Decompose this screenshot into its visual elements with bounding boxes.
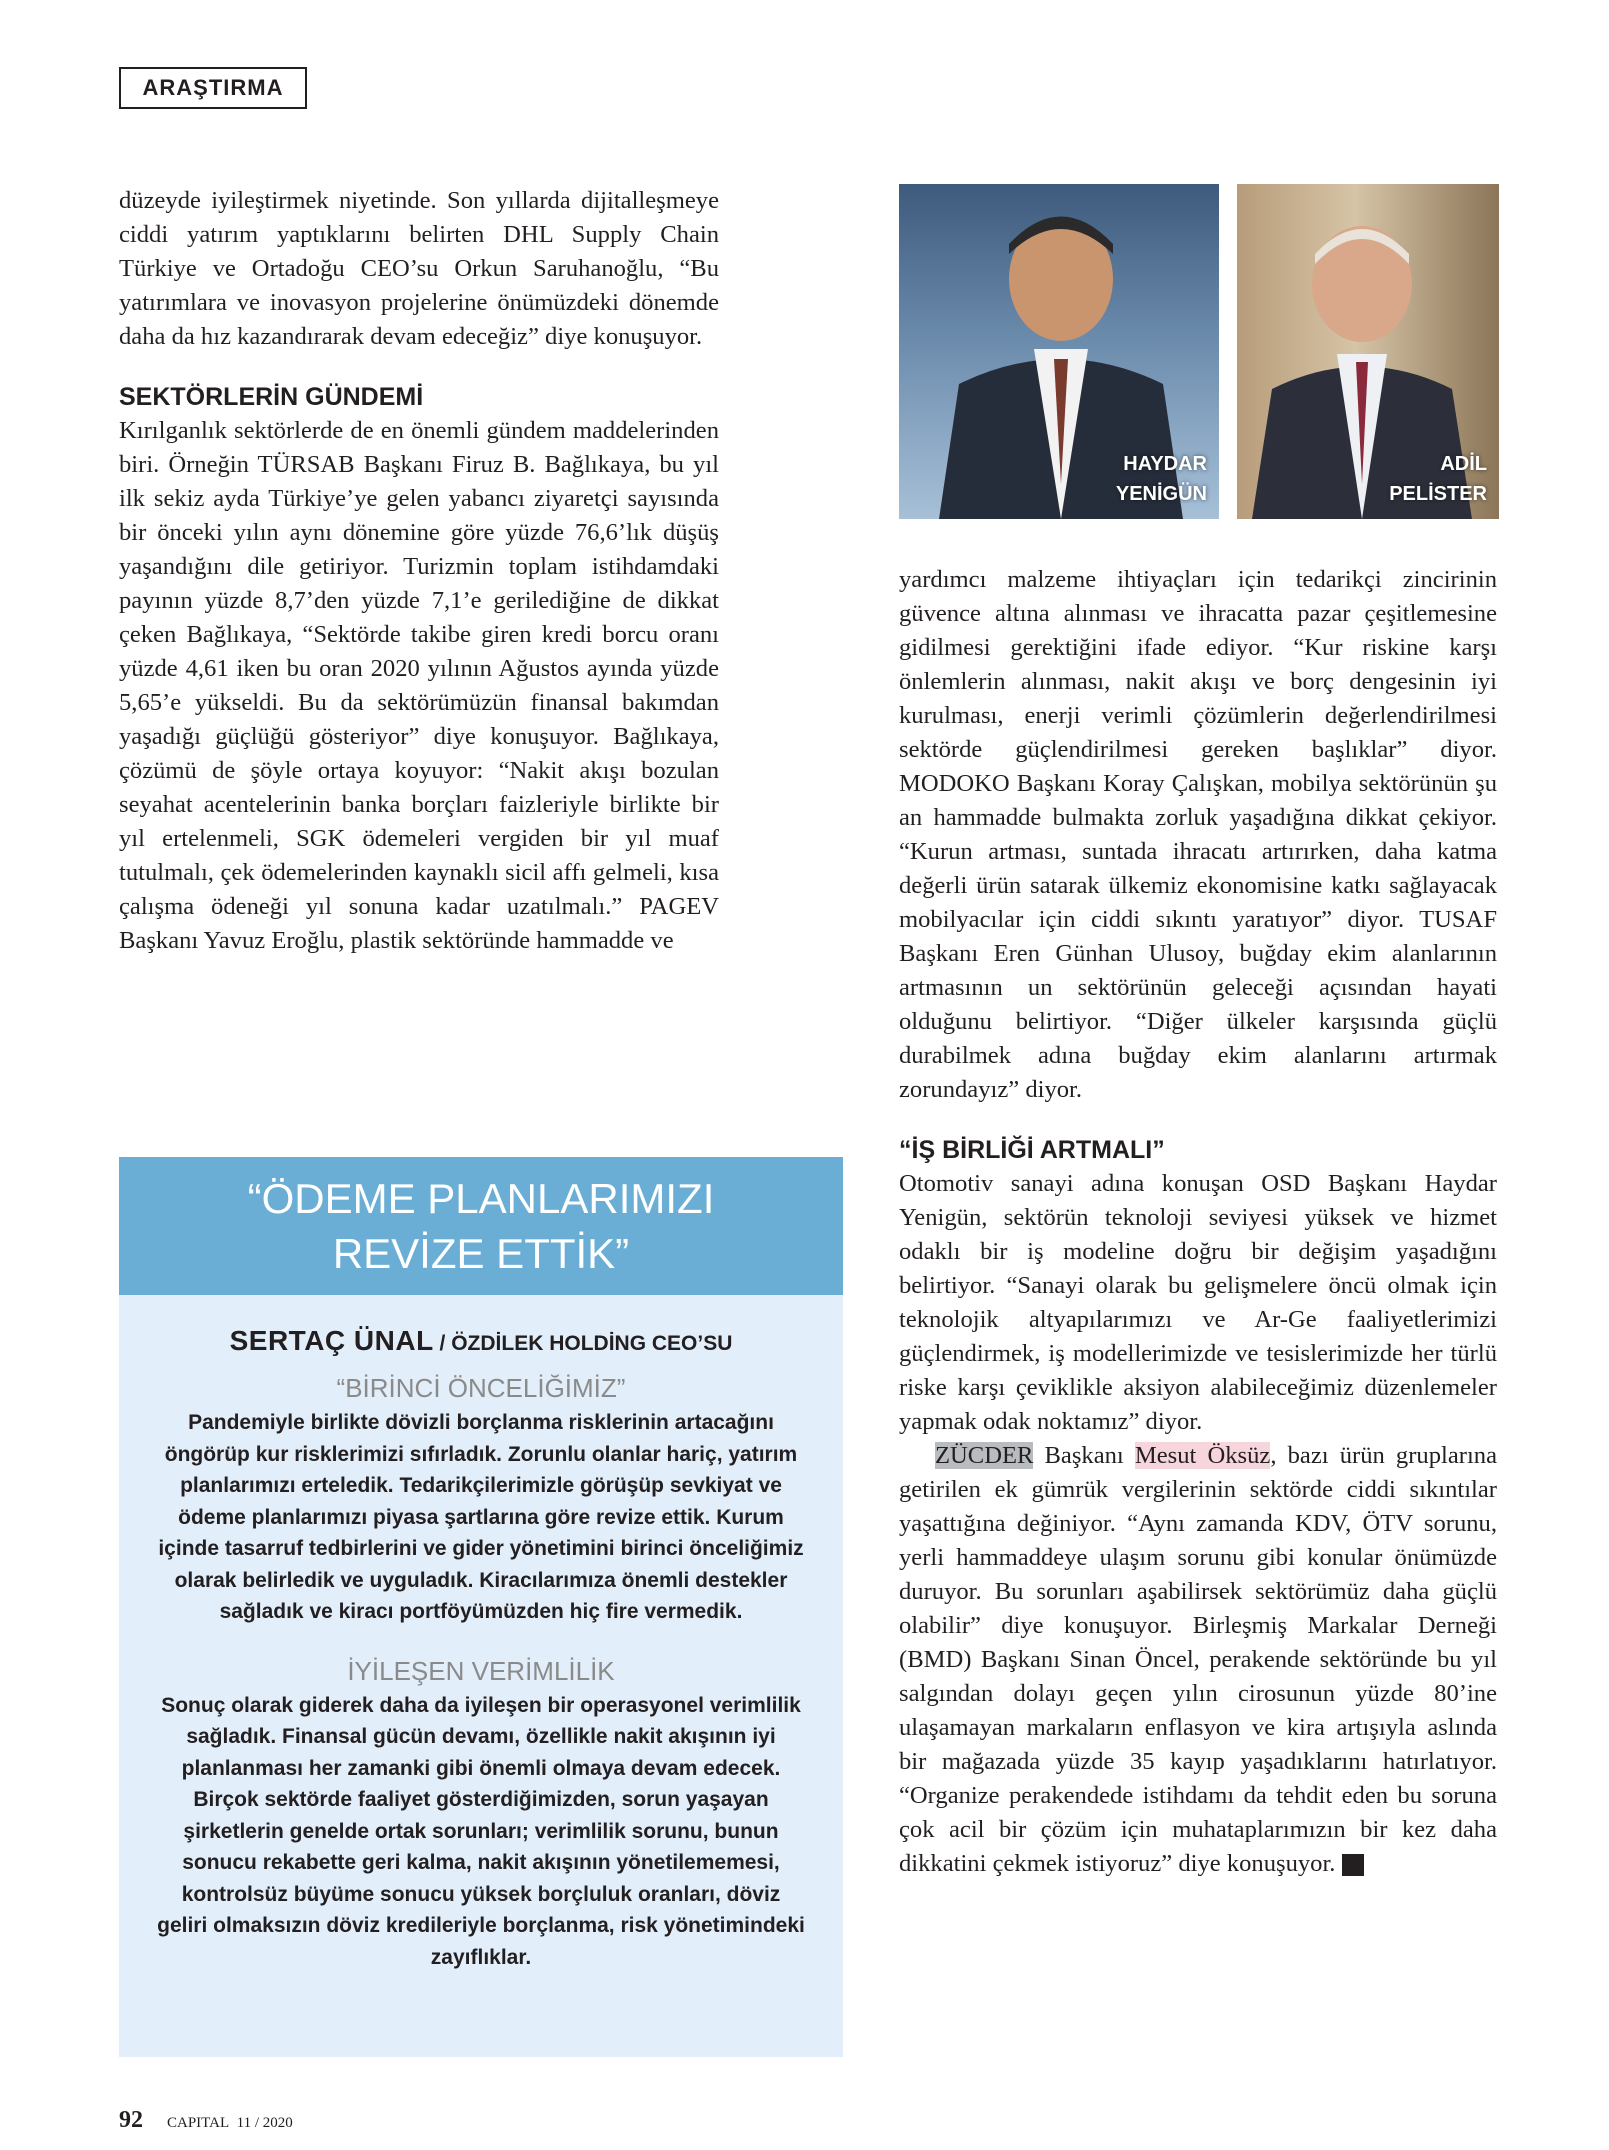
end-mark-icon: C xyxy=(1342,1854,1364,1876)
sidebar-title-line: “ÖDEME PLANLARIMIZI xyxy=(247,1175,715,1222)
subheading: “İŞ BİRLİĞİ ARTMALI” xyxy=(899,1136,1165,1164)
caption-line: YENİGÜN xyxy=(1115,483,1207,505)
sidebar-title xyxy=(119,1157,843,1295)
photo-adil-pelister xyxy=(1237,184,1499,519)
sidebar-person xyxy=(119,1325,843,1357)
person-name: SERTAÇ ÜNAL xyxy=(229,1325,434,1356)
right-column xyxy=(899,563,1497,1881)
page-footer xyxy=(119,2107,293,2134)
text-run: , bazı ürün gruplarına getirilen ek gümrük vergilerinin sektörde ciddi sıkıntılar yaşattığına değiniyor. “Aynı zamanda KDV, ÖTV sorunu, yerli hammaddeye ulaşım sorunu gibi konular önümüzde duruyor. Bu sorunları aşabilirsek sektörümüz daha güçlü olabilir” diye konuşuyor. Birleşmiş Markalar Derneği (BMD) Başkanı Sinan Öncel, perakende sektöründe bu yıl salgından dolayı geçen yılın cirosunun yüzde 80’ine ulaşamayan markaların enflasyon ve kira artışıyla aslında bir mağazada yüzde 35 kayıp yaşadıklarını hatırlatıyor. “Organize perakendede istihdamı da tehdit eden bu soruna çok acil bir çözüm için muhataplarımızın bir kez daha dikkatini çekmek istiyoruz” diye konuşuyor. xyxy=(899,1442,1497,1877)
highlight-org: ZÜCDER xyxy=(935,1442,1034,1469)
sidebar-text: Sonuç olarak giderek daha da iyileşen bir operasyonel verimlilik sağladık. Finansal gücün devamı, özellikle nakit akışının iyi planlanması her zamanki gibi önemli olmaya devam edecek. Birçok sektörde faaliyet gösterdiğimizden, sorun yaşayan şirketlerin genelde ortak sorunları; verimlilik sorunu, bunun sonucu rekabette geri kalma, nakit akışının yönetilememesi, kontrolsüz büyüme sonucu yüksek borçluluk oranları, döviz geliri olmaksızın döviz kredileriyle borçlanma, risk yönetimindeki zayıflıklar. xyxy=(157,1693,805,1969)
paragraph: Otomotiv sanayi adına konuşan OSD Başkanı Haydar Yenigün, sektörün teknoloji seviyesi yüksek ve hizmet odaklı bir iş modeline doğru bir değişim yaşadığını belirtiyor. “Sanayi olarak bu gelişmelere öncü olmak için teknolojik altyapılarımızı ve Ar-Ge faaliyetlerimizi güçlendirmek, iş modellerimizde ve tesislerimizde her türlü riske karşı çeviklikle aksiyon alabileceğimiz düzenlemeler yapmak odak noktamız” diyor. xyxy=(899,1170,1497,1435)
photo-haydar-yenigun xyxy=(899,184,1219,519)
caption-line: PELİSTER xyxy=(1389,483,1487,505)
subheading: SEKTÖRLERİN GÜNDEMİ xyxy=(119,383,424,411)
magazine-name xyxy=(167,2115,293,2132)
caption-line: ADİL xyxy=(1440,453,1487,475)
sidebar-subtitle: İYİLEŞEN VERİMLİLİK xyxy=(347,1655,615,1686)
paragraph: düzeyde iyileştirmek niyetinde. Son yıllarda dijitalleşmeye ciddi yatırım yaptıklarını belirten DHL Supply Chain Türkiye ve Ortadoğu CEO’su Orkun Saruhanoğlu, “Bu yatırımlara ve inovasyon projelerine önümüzdeki dönemde daha da hız kazandırarak devam edeceğiz” diye konuşuyor. xyxy=(119,187,719,350)
paragraph: Kırılganlık sektörlerde de en önemli gündem maddelerinden biri. Örneğin TÜRSAB Başkanı Firuz B. Bağlıkaya, bu yıl ilk sekiz ayda Türkiye’ye gelen yabancı ziyaretçi sayısında bir önceki yılın aynı dönemine göre yüzde 76,6’lık düşüş yaşandığını dile getiriyor. Turizmin toplam istihdamdaki payının yüzde 8,7’den yüzde 7,1’e gerilediğine de dikkat çeken Bağlıkaya, “Sektörde takibe giren kredi borcu oranı yüzde 4,61 iken bu oran 2020 yılının Ağustos ayında yüzde 5,65’e yükseldi. Bu da sektörümüzün finansal bakımdan yaşadığı güçlüğü gösteriyor” diye konuşuyor. Bağlıkaya, çözümü de şöyle ortaya koyuyor: “Nakit akışı bozulan seyahat acentelerinin banka borçları faizleriyle birlikte bir yıl ertelenmeli, SGK ödemeleri vergiden bir yıl muaf tutulmalı, çek ödemelerinden kaynaklı sicil affı gelmeli, kısa çalışma ödeneği yıl sonuna kadar uzatılmalı.” PAGEV Başkanı Yavuz Eroğlu, plastik sektöründe hammadde ve xyxy=(119,417,719,954)
left-column xyxy=(119,184,719,958)
paragraph xyxy=(899,1439,1497,1881)
page-number: 92 xyxy=(119,2107,143,2133)
section-label: ARAŞTIRMA xyxy=(119,67,307,109)
sidebar-box xyxy=(119,1157,843,2057)
caption-line: HAYDAR xyxy=(1123,453,1207,475)
person-role: / ÖZDİLEK HOLDİNG CEO’SU xyxy=(433,1332,733,1355)
text-run: Başkanı xyxy=(1033,1442,1135,1469)
magazine-title: CAPITAL xyxy=(167,2115,230,2131)
paragraph: yardımcı malzeme ihtiyaçları için tedarikçi zincirinin güvence altına alınması ve ihracatta pazar çeşitlemesine gidilmesi gerektiğini ifade ediyor. “Kur riskine karşı önlemlerin alınması, nakit akışı ve borç dengesinin iyi kurulması, enerji verimli çözümlerin değerlendirilmesi sektörde güçlendirilmesi gereken başlıklar” diyor. MODOKO Başkanı Koray Çalışkan, mobilya sektörünün şu an hammadde bulmakta zorluk yaşadığına dikkat çekiyor. “Kurun artması, suntada ihracatı artırırken, daha katma değerli ürün satarak ülkemiz ekonomisine katkı sağlayacak mobilyacılar için ciddi sıkıntı yaratıyor” diyor. TUSAF Başkanı Eren Günhan Ulusoy, buğday ekim alanlarının artmasının un sektörünün geleceği açısından hayati olduğunu belirtiyor. “Diğer ülkeler karşısında güçlü durabilmek adına buğday ekim alanlarını artırmak zorundayız” diyor. xyxy=(899,566,1497,1103)
sidebar-title-line: REVİZE ETTİK” xyxy=(332,1230,630,1277)
sidebar-subtitle: “BİRİNCİ ÖNCELİĞİMİZ” xyxy=(336,1373,626,1403)
issue-number: 11 / 2020 xyxy=(236,2115,293,2131)
sidebar-text: Pandemiyle birlikte dövizli borçlanma risklerinin artacağını öngörüp kur risklerimizi sıfırladık. Zorunlu olanlar hariç, yatırım planlarımızı erteledik. Tedarikçilerimizle görüşüp sevkiyat ve ödeme planlarımızı piyasa şartlarına göre revize ettik. Kurum içinde tasarruf tedbirlerini ve gider yönetimini birinci önceliğimiz olarak belirledik ve uyguladık. Kiracılarımıza önemli destekler sağladık ve kiracı portföyümüzden hiç fire vermedik. xyxy=(158,1411,804,1623)
photo-caption xyxy=(1116,449,1207,509)
highlight-name: Mesut Öksüz xyxy=(1134,1442,1271,1469)
photo-caption xyxy=(1389,449,1487,509)
